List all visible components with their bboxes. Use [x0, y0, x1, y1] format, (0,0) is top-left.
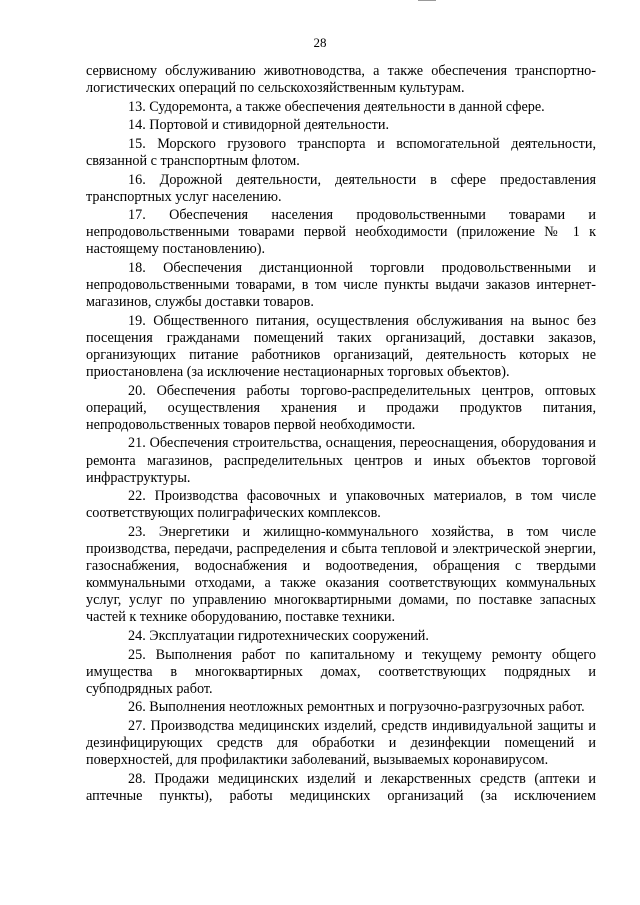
- paragraph: 26. Выполнения неотложных ремонтных и погрузочно-разгрузочных работ.: [128, 699, 585, 716]
- page-number: 28: [313, 35, 327, 50]
- paragraph: 28. Продажи медицинских изделий и лекарственных средств (аптеки и аптечные пункты), работы медицинских организаций (за исключением: [86, 770, 596, 804]
- paragraph: 18. Обеспечения дистанционной торговли продовольственными и непродовольственными товарами, в том числе пункты выдачи заказов интернет-магазинов, службы доставки товаров.: [86, 260, 596, 311]
- paragraph: 17. Обеспечения населения продовольственными товарами и непродовольственными товарами первой необходимости (приложение № 1 к настоящему постановлению).: [86, 207, 596, 258]
- document-body: [86, 63, 596, 806]
- paragraph: 27. Производства медицинских изделий, средств индивидуальной защиты и дезинфицирующих средств для обработки и дезинфекции помещений и поверхностей, для профилактики заболеваний, вызываемых коронавирусом.: [86, 717, 596, 769]
- paragraph: сервисному обслуживанию животноводства, а также обеспечения транспортно-логистических операций по сельскохозяйственным культурам.: [86, 63, 596, 97]
- paragraph: 19. Общественного питания, осуществления обслуживания на вынос без посещения гражданами помещений таких организаций, доставки заказов, организующих питание работников организаций, деятельность которых не приостановлена (за исключение нестационарных торговых объектов).: [86, 312, 596, 381]
- paragraph: 20. Обеспечения работы торгово-распределительных центров, оптовых операций, осуществления хранения и продажи продуктов питания, непродовольственных товаров первой необходимости.: [86, 382, 596, 433]
- paragraph: 16. Дорожной деятельности, деятельности в сфере предоставления транспортных услуг населению.: [86, 171, 596, 205]
- paragraph: 25. Выполнения работ по капитальному и текущему ремонту общего имущества в многоквартирных домах, соответствующих подрядных и субподрядных работ.: [86, 646, 596, 697]
- paragraph: 13. Судоремонта, а также обеспечения деятельности в данной сфере.: [128, 98, 545, 115]
- scan-mark: [418, 0, 436, 1]
- paragraph: 22. Производства фасовочных и упаковочных материалов, в том числе соответствующих полиграфических комплексов.: [86, 488, 596, 522]
- paragraph: 23. Энергетики и жилищно-коммунального хозяйства, в том числе производства, передачи, распределения и сбыта тепловой и электрической энергии, газоснабжения, водоснабжения и водоотведения, обращения с твердыми коммунальными отходами, а также оказания соответствующих коммунальных услуг, услуг по управлению многоквартирными домами, по поставке запасных частей к технике оборудованию, поставке техники.: [86, 523, 596, 626]
- paragraph: 24. Эксплуатации гидротехнических сооружений.: [128, 628, 429, 644]
- paragraph: 14. Портовой и стивидорной деятельности.: [128, 117, 389, 134]
- paragraph: 21. Обеспечения строительства, оснащения, переоснащения, оборудования и ремонта магазинов, распределительных центров и иных объектов торговой инфраструктуры.: [86, 435, 596, 486]
- paragraph: 15. Морского грузового транспорта и вспомогательной деятельности, связанной с транспортным флотом.: [86, 135, 596, 169]
